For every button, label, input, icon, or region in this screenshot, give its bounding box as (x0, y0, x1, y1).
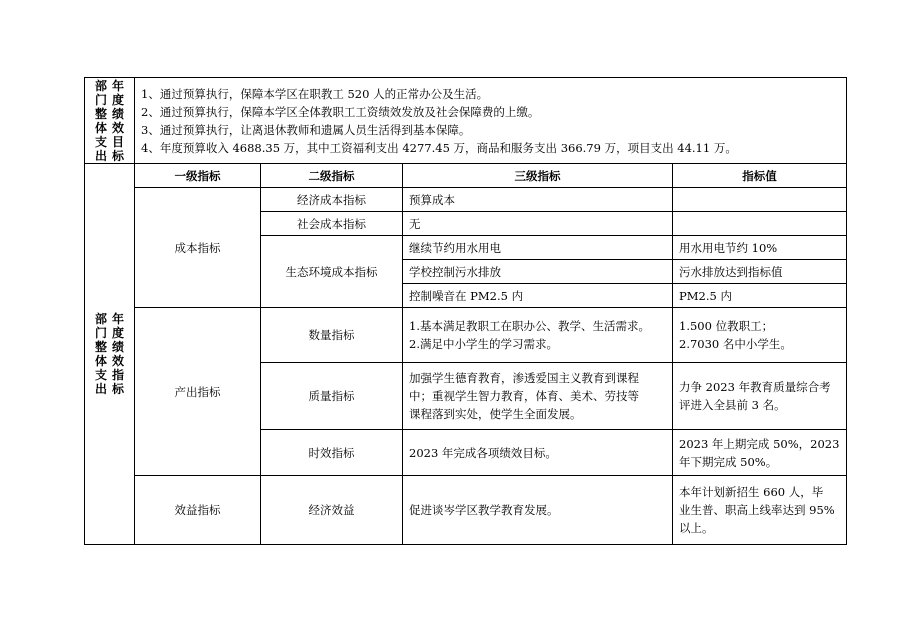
goal-row (85, 78, 847, 164)
goal-section-label (85, 78, 135, 164)
social-cost-level2: 社会成本指标 (261, 212, 403, 236)
social-cost-value (673, 212, 847, 236)
performance-table (84, 77, 847, 545)
economic-cost-level2: 经济成本指标 (261, 188, 403, 212)
eco-env-level3: 学校控制污水排放 (403, 260, 673, 284)
eco-env-value: 污水排放达到指标值 (673, 260, 847, 284)
economic-cost-level3: 预算成本 (403, 188, 673, 212)
economic-benefit-level2: 经济效益 (261, 476, 403, 545)
social-cost-level3: 无 (403, 212, 673, 236)
table-row (85, 308, 847, 363)
goal-line: 3、通过预算执行，让离退休教师和遗属人员生活得到基本保障。 (141, 122, 471, 137)
header-value: 指标值 (673, 164, 847, 188)
indicator-label-col2: 年 度 绩 效 指 标 (112, 312, 125, 396)
quantity-level2: 数量指标 (261, 308, 403, 363)
eco-env-level3: 继续节约用水用电 (403, 236, 673, 260)
quantity-level3: 1.基本满足教职工在职办公、教学、生活需求。 2.满足中小学生的学习需求。 (403, 308, 673, 363)
goal-line: 4、年度预算收入 4688.35 万，其中工资福利支出 4277.45 万，商品和服务支出 366.79 万，项目支出 44.11 万。 (141, 140, 737, 155)
header-level2: 二级指标 (261, 164, 403, 188)
eco-env-value: 用水用电节约 10% (673, 236, 847, 260)
timeliness-level3: 2023 年完成各项绩效目标。 (403, 430, 673, 476)
economic-benefit-value: 本年计划新招生 660 人，毕 业生普、职高上线率达到 95% 以上。 (673, 476, 847, 545)
timeliness-value: 2023 年上期完成 50%，2023 年下期完成 50%。 (673, 430, 847, 476)
cost-level1: 成本指标 (135, 188, 261, 308)
output-level1: 产出指标 (135, 308, 261, 476)
indicator-section-label (85, 164, 135, 545)
goal-text (135, 78, 847, 164)
eco-env-level2: 生态环境成本指标 (261, 236, 403, 308)
quality-level2: 质量指标 (261, 363, 403, 430)
table-row (85, 476, 847, 545)
quality-value: 力争 2023 年教育质量综合考 评进入全县前 3 名。 (673, 363, 847, 430)
indicator-header-row (85, 164, 847, 188)
header-level3: 三级指标 (403, 164, 673, 188)
eco-env-level3: 控制噪音在 PM2.5 内 (403, 284, 673, 308)
goal-line: 2、通过预算执行，保障本学区全体教职工工资绩效发放及社会保障费的上缴。 (141, 104, 540, 119)
economic-benefit-level3: 促进谈岑学区教学教育发展。 (403, 476, 673, 545)
benefit-level1: 效益指标 (135, 476, 261, 545)
table-row (85, 188, 847, 212)
timeliness-level2: 时效指标 (261, 430, 403, 476)
quality-level3: 加强学生德育教育，渗透爱国主义教育到课程 中；重视学生智力教育，体育、美术、劳技等 课程落到实处，使学生全面发展。 (403, 363, 673, 430)
goal-label-col1: 部 门 整 体 支 出 (94, 78, 107, 163)
quantity-value: 1.500 位教职工； 2.7030 名中小学生。 (673, 308, 847, 363)
goal-line: 1、通过预算执行，保障本学区在职教工 520 人的正常办公及生活。 (141, 86, 489, 101)
economic-cost-value (673, 188, 847, 212)
goal-label-col2: 年 度 绩 效 目 标 (112, 78, 125, 163)
eco-env-value: PM2.5 内 (673, 284, 847, 308)
header-level1: 一级指标 (135, 164, 261, 188)
indicator-label-col1: 部 门 整 体 支 出 (94, 312, 107, 396)
